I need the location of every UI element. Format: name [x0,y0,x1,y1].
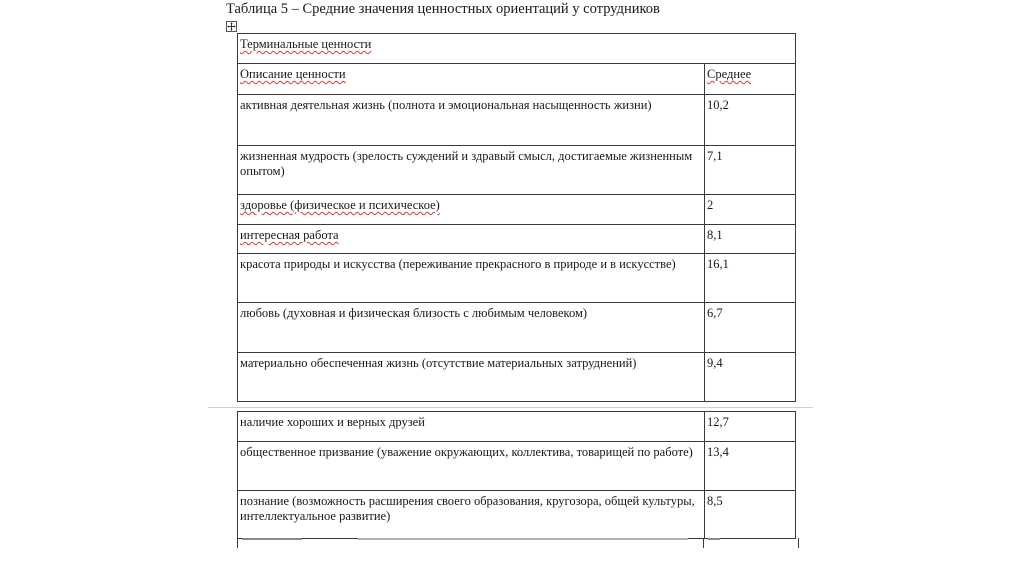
row-description-text: интересная работа [240,228,339,242]
section-title: Терминальные ценности [240,37,372,51]
row-description-cell[interactable]: красота природы и искусства (переживание прекрасного в природе и в искусстве) [238,254,705,303]
table-section-row [238,34,796,64]
table-move-handle-icon[interactable] [226,21,237,32]
clipped-text-fragment [708,538,720,540]
section-title-cell[interactable] [238,34,796,64]
row-description-cell[interactable]: познание (возможность расширения своего образования, кругозора, общей культуры, интеллектуальное развитие) [238,491,705,539]
clipped-text-fragment [358,538,688,540]
table-row [238,225,796,254]
row-description-cell[interactable]: общественное призвание (уважение окружающих, коллектива, товарищей по работе) [238,442,705,491]
values-table-page-2 [237,411,796,539]
table-row [238,146,796,195]
table-row [238,195,796,225]
row-description-cell[interactable] [238,195,705,225]
page-break-line [208,407,813,408]
row-description-text: здоровье (физическое и психическое) [240,198,440,212]
row-description-cell[interactable] [238,225,705,254]
row-average-cell[interactable]: 10,2 [705,95,796,146]
header-average: Среднее [707,67,752,81]
row-description-cell[interactable]: любовь (духовная и физическая близость с любимым человеком) [238,303,705,353]
row-average-cell[interactable]: 13,4 [705,442,796,491]
header-average-cell[interactable] [705,64,796,95]
row-average-cell[interactable]: 7,1 [705,146,796,195]
table-row [238,254,796,303]
row-average-cell[interactable]: 9,4 [705,353,796,402]
row-average-cell[interactable]: 8,5 [705,491,796,539]
clipped-text-fragment [242,538,302,540]
header-description: Описание ценности [240,67,346,81]
values-table-page-1 [237,33,796,402]
row-average-cell[interactable]: 16,1 [705,254,796,303]
clipped-row-divider [703,538,704,548]
table-row [238,95,796,146]
table-row [238,412,796,442]
table-row [238,303,796,353]
row-description-cell[interactable]: активная деятельная жизнь (полнота и эмоциональная насыщенность жизни) [238,95,705,146]
table-header-row [238,64,796,95]
row-average-cell[interactable]: 6,7 [705,303,796,353]
table-caption: Таблица 5 – Средние значения ценностных ориентаций у сотрудников [226,1,660,17]
header-description-cell[interactable] [238,64,705,95]
clipped-table-row [237,538,799,548]
row-description-cell[interactable]: жизненная мудрость (зрелость суждений и здравый смысл, достигаемые жизненным опытом) [238,146,705,195]
row-average-cell[interactable]: 8,1 [705,225,796,254]
row-description-cell[interactable]: материально обеспеченная жизнь (отсутствие материальных затруднений) [238,353,705,402]
table-row [238,442,796,491]
table-row [238,491,796,539]
table-row [238,353,796,402]
row-description-cell[interactable]: наличие хороших и верных друзей [238,412,705,442]
row-average-cell[interactable]: 2 [705,195,796,225]
row-average-cell[interactable]: 12,7 [705,412,796,442]
